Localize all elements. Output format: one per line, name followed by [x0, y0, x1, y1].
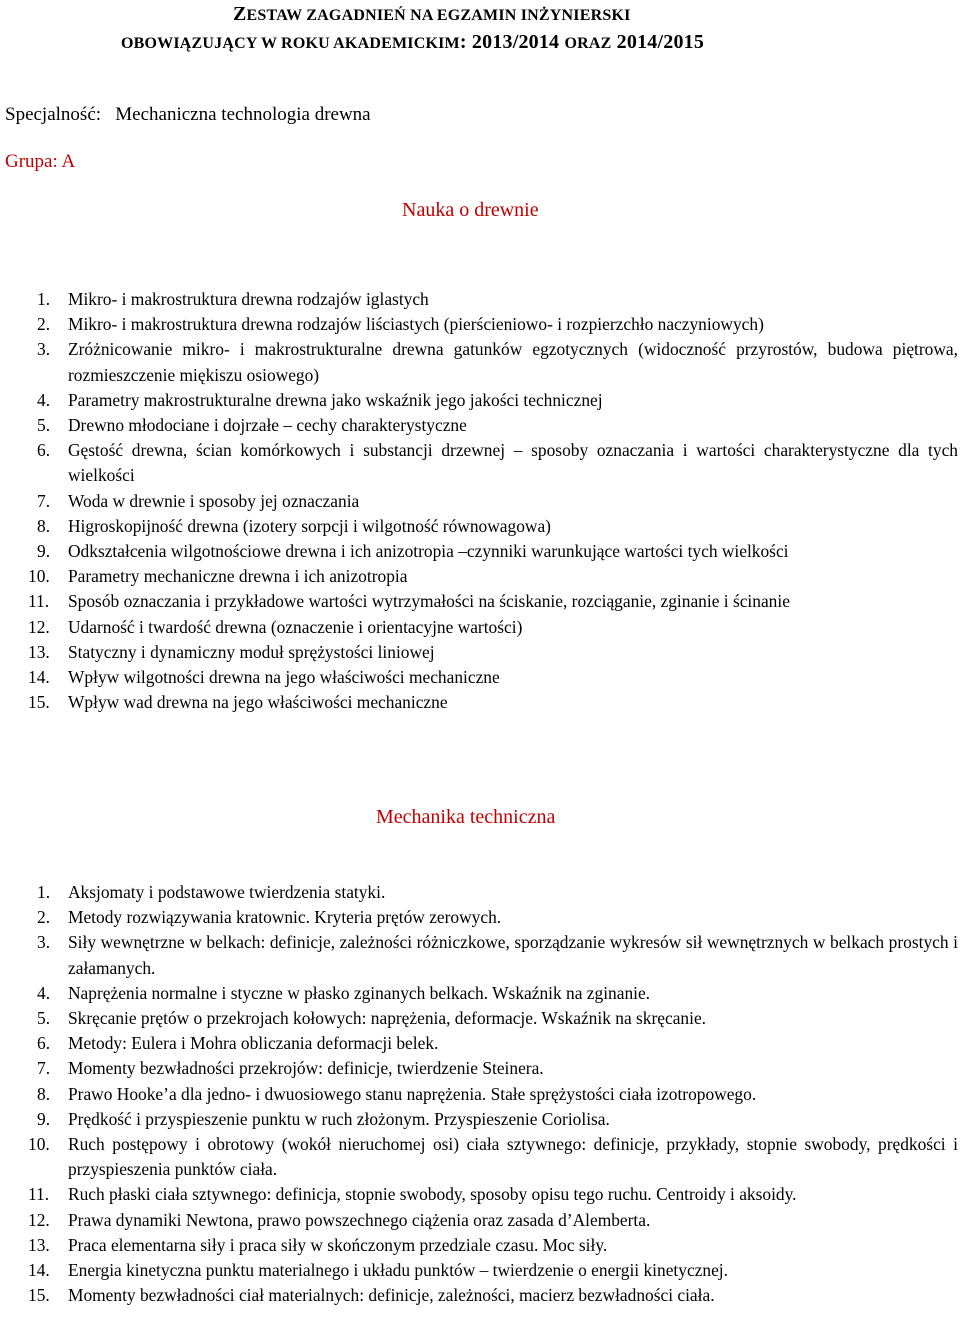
- item-text: Parametry makrostrukturalne drewna jako wskaźnik jego jakości technicznej: [68, 389, 603, 410]
- list-item: [0, 514, 958, 539]
- list-item: [0, 615, 958, 640]
- list-item: [0, 413, 958, 438]
- list-item: [0, 1182, 958, 1207]
- group-label: Grupa: A: [5, 151, 76, 172]
- item-text: Ruch postępowy i obrotowy (wokół nieruchomej osi) ciała sztywnego: definicje, przykłady, stopnie swobody, prędkości i przyspieszenia punktów ciała.: [68, 1134, 958, 1180]
- item-text: Praca elementarna siły i praca siły w skończonym przedziale czasu. Moc siły.: [68, 1234, 608, 1255]
- specialty-label: Specjalność:: [5, 104, 102, 125]
- item-number: 13.: [28, 641, 50, 662]
- list-item: [0, 1107, 958, 1132]
- list-item: [0, 388, 958, 413]
- item-number: 2.: [37, 907, 51, 928]
- list-item: [0, 880, 958, 905]
- item-text: Zróżnicowanie mikro- i makrostrukturalne drewna gatunków egzotycznych (widoczność przyrostów, budowa piętrowa, rozmieszczenie miękiszu osiowego): [68, 339, 958, 385]
- list-item: [0, 438, 958, 488]
- list-item: [0, 1132, 958, 1182]
- item-number: 11.: [28, 1184, 50, 1205]
- item-text: Statyczny i dynamiczny moduł sprężystości liniowej: [68, 641, 435, 662]
- item-number: 11.: [28, 591, 50, 612]
- item-text: Momenty bezwładności ciał materialnych: definicje, zależności, macierz bezwładności ciała.: [68, 1285, 715, 1306]
- item-number: 7.: [37, 1058, 51, 1079]
- list-item: [0, 690, 958, 715]
- list-item: [0, 1006, 958, 1031]
- item-text: Prawo Hooke’a dla jedno- i dwuosiowego stanu naprężenia. Stałe sprężystości ciała izotropowego.: [68, 1083, 757, 1104]
- item-text: Prędkość i przyspieszenie punktu w ruch złożonym. Przyspieszenie Coriolisa.: [68, 1108, 610, 1129]
- title-rest: ESTAW ZAGADNIEŃ NA EGZAMIN INŻYNIERSKI: [246, 7, 631, 24]
- list-item: [0, 640, 958, 665]
- list-item: [0, 1208, 958, 1233]
- item-number: 10.: [28, 566, 50, 587]
- item-text: Aksjomaty i podstawowe twierdzenia statyki.: [68, 882, 386, 902]
- item-text: Metody: Eulera i Mohra obliczania deformacji belek.: [68, 1033, 439, 1054]
- specialty-line: [5, 104, 371, 126]
- list-item: [0, 589, 958, 614]
- topic-list-wood-science: [0, 287, 958, 715]
- item-text: Momenty bezwładności przekrojów: definicje, twierdzenie Steinera.: [68, 1058, 544, 1079]
- list-item: [0, 1283, 958, 1308]
- list-item: [0, 1082, 958, 1107]
- item-text: Gęstość drewna, ścian komórkowych i substancji drzewnej – sposoby oznaczania i wartości charakterystyczne dla tych wielkości: [68, 440, 958, 486]
- item-number: 1.: [37, 289, 51, 309]
- list-item: [0, 564, 958, 589]
- list-item: [0, 312, 958, 337]
- item-number: 4.: [37, 389, 51, 410]
- item-text: Higroskopijność drewna (izotery sorpcji i wilgotność równowagowa): [68, 515, 551, 536]
- item-number: 5.: [37, 1008, 51, 1029]
- item-text: Woda w drewnie i sposoby jej oznaczania: [68, 490, 360, 511]
- item-number: 8.: [37, 1083, 51, 1104]
- item-number: 12.: [28, 616, 50, 637]
- list-item: [0, 665, 958, 690]
- item-text: Siły wewnętrzne w belkach: definicje, zależności różniczkowe, sporządzanie wykresów sił wewnętrznych w belkach prostych i załamanych.: [68, 932, 958, 978]
- item-text: Naprężenia normalne i styczne w płasko zginanych belkach. Wskaźnik na zginanie.: [68, 982, 651, 1003]
- section-heading-technical-mechanics: Mechanika techniczna: [376, 806, 556, 828]
- item-text: Mikro- i makrostruktura drewna rodzajów liściastych (pierścieniowo- i rozpierzchło naczyniowych): [68, 314, 764, 335]
- item-number: 15.: [28, 692, 50, 713]
- item-number: 9.: [37, 1108, 51, 1129]
- item-number: 6.: [37, 440, 51, 461]
- item-number: 3.: [37, 932, 51, 953]
- item-number: 13.: [28, 1234, 50, 1255]
- item-text: Udarność i twardość drewna (oznaczenie i orientacyjne wartości): [68, 616, 523, 637]
- item-number: 7.: [37, 490, 51, 511]
- document-title-line-1: [233, 3, 631, 26]
- item-text: Parametry mechaniczne drewna i ich anizotropia: [68, 566, 408, 587]
- list-item: [0, 489, 958, 514]
- item-text: Odkształcenia wilgotnościowe drewna i ich anizotropia –czynniki warunkujące wartości tych wielkości: [68, 541, 789, 562]
- list-item: [0, 930, 958, 980]
- topic-list-technical-mechanics: [0, 880, 958, 1308]
- list-item: [0, 1056, 958, 1081]
- title-line2-d: 2014/2015: [611, 31, 705, 53]
- item-text: Metody rozwiązywania kratownic. Kryteria prętów zerowych.: [68, 907, 502, 928]
- item-text: Mikro- i makrostruktura drewna rodzajów iglastych: [68, 289, 429, 309]
- item-number: 12.: [28, 1209, 50, 1230]
- list-item: [0, 1031, 958, 1056]
- specialty-value: Mechaniczna technologia drewna: [115, 104, 371, 125]
- item-number: 5.: [37, 415, 51, 436]
- item-number: 6.: [37, 1033, 51, 1054]
- item-text: Energia kinetyczna punktu materialnego i układu punktów – twierdzenie o energii kinetycznej.: [68, 1260, 728, 1281]
- list-item: [0, 1258, 958, 1283]
- item-text: Prawa dynamiki Newtona, prawo powszechnego ciążenia oraz zasada d’Alemberta.: [68, 1209, 651, 1230]
- item-text: Ruch płaski ciała sztywnego: definicja, stopnie swobody, sposoby opisu tego ruchu. Centroidy i aksoidy.: [68, 1184, 797, 1205]
- title-line2-a: OBOWIĄZUJĄCY W ROKU AKADEMICKIM: [121, 35, 460, 52]
- title-line2-b: : 2013/2014: [459, 31, 565, 53]
- item-number: 10.: [28, 1134, 50, 1155]
- item-number: 14.: [28, 1260, 50, 1281]
- item-number: 4.: [37, 982, 51, 1003]
- list-item: [0, 287, 958, 312]
- list-item: [0, 981, 958, 1006]
- title-line2-c: ORAZ: [564, 35, 612, 52]
- list-item: [0, 905, 958, 930]
- item-number: 9.: [37, 541, 51, 562]
- item-text: Skręcanie prętów o przekrojach kołowych: naprężenia, deformacje. Wskaźnik na skręcanie.: [68, 1008, 707, 1029]
- list-item: [0, 337, 958, 387]
- item-number: 1.: [37, 882, 51, 902]
- item-number: 2.: [37, 314, 51, 335]
- item-number: 14.: [28, 667, 50, 688]
- section-heading-wood-science: Nauka o drewnie: [402, 199, 539, 221]
- item-number: 3.: [37, 339, 51, 360]
- item-text: Wpływ wilgotności drewna na jego właściwości mechaniczne: [68, 667, 500, 688]
- item-number: 15.: [28, 1285, 50, 1306]
- title-initial: Z: [233, 3, 247, 25]
- item-text: Sposób oznaczania i przykładowe wartości wytrzymałości na ściskanie, rozciąganie, zginanie i ścinanie: [68, 591, 790, 612]
- item-text: Wpływ wad drewna na jego właściwości mechaniczne: [68, 692, 448, 713]
- document-title-line-2: [121, 31, 704, 54]
- item-text: Drewno młodociane i dojrzałe – cechy charakterystyczne: [68, 415, 467, 436]
- item-number: 8.: [37, 515, 51, 536]
- list-item: [0, 1233, 958, 1258]
- list-item: [0, 539, 958, 564]
